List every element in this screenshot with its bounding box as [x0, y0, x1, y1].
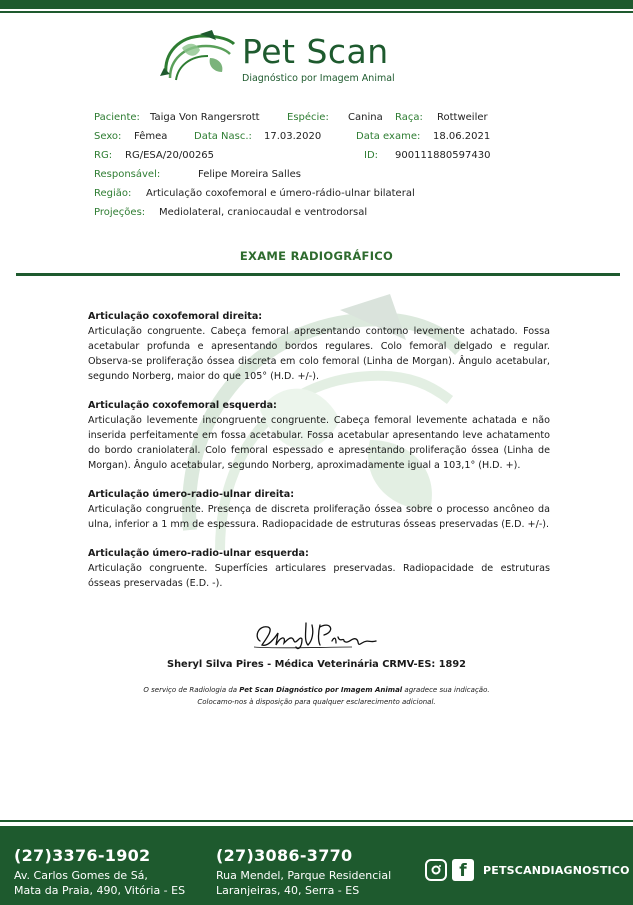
- info-row: [94, 165, 534, 184]
- section-text: Articulação congruente. Presença de discreta proliferação óssea sobre o processo ancôneo da ulna, inferior a 1 mm de espessura. Radiopacidade de estruturas ósseas preservadas (E.D. +/-).: [88, 504, 550, 530]
- footer: [0, 826, 633, 905]
- section-text: Articulação levemente incongruente congruente. Cabeça femoral levemente achatada e não inserida perfeitamente em fossa acetabular. Fossa acetabular apresentando leve achatamento do bordo craniolateral. Colo femoral espessado e apresentando proliferação óssea (Linha de Morgan). Ângulo acetabular, segundo Norberg, aproximadamente igual a 103,1° (H.D. +).: [88, 415, 550, 471]
- report-section: [88, 487, 550, 532]
- report-section: [88, 309, 550, 384]
- id-value: 900111880597430: [395, 150, 491, 161]
- footer-line: [0, 820, 633, 822]
- section-title: Articulação coxofemoral direita:: [88, 311, 263, 322]
- responsavel-value: Felipe Moreira Salles: [198, 169, 301, 180]
- thanks-note: [0, 684, 633, 708]
- brand-tagline: Diagnóstico por Imagem Animal: [242, 73, 395, 84]
- rg-value: RG/ESA/20/00265: [125, 150, 215, 161]
- top-bar: [0, 0, 633, 9]
- exame-value: 18.06.2021: [433, 131, 491, 142]
- nasc-value: 17.03.2020: [264, 131, 322, 142]
- report-body: [88, 309, 550, 605]
- signer-name: Sheryl Silva Pires - Médica Veterinária CRMV-ES: 1892: [167, 659, 466, 670]
- info-row: [94, 127, 534, 146]
- section-title: Articulação coxofemoral esquerda:: [88, 400, 277, 411]
- nasc-label: Data Nasc.:: [194, 131, 252, 142]
- regiao-label: Região:: [94, 188, 132, 199]
- top-line: [0, 11, 633, 13]
- info-row: [94, 146, 534, 165]
- paciente-label: Paciente:: [94, 112, 140, 123]
- address-serra: Rua Mendel, Parque Residencial Laranjeiras, 40, Serra - ES: [216, 869, 392, 897]
- info-row: [94, 184, 534, 203]
- note-line-1: O serviço de Radiologia da Pet Scan Diagnóstico por Imagem Animal agradece sua indicação.: [143, 686, 490, 694]
- report-section: [88, 546, 550, 591]
- regiao-value: Articulação coxofemoral e úmero-rádio-ulnar bilateral: [146, 188, 415, 199]
- info-row: [94, 203, 534, 222]
- projecoes-value: Mediolateral, craniocaudal e ventrodorsal: [159, 207, 368, 218]
- rg-label: RG:: [94, 150, 113, 161]
- info-row: [94, 108, 534, 127]
- divider: [16, 273, 620, 276]
- raca-value: Rottweiler: [437, 112, 488, 123]
- pet-scan-logo-icon: [160, 28, 238, 84]
- phone-vitoria: (27)3376-1902: [14, 846, 151, 865]
- patient-info: [94, 108, 534, 222]
- sexo-label: Sexo:: [94, 131, 122, 142]
- instagram-icon[interactable]: [425, 859, 447, 881]
- brand-name: Pet Scan: [242, 32, 389, 71]
- social-links: [425, 859, 630, 881]
- responsavel-label: Responsável:: [94, 169, 161, 180]
- sexo-value: Fêmea: [134, 131, 168, 142]
- exame-label: Data exame:: [356, 131, 421, 142]
- projecoes-label: Projeções:: [94, 207, 146, 218]
- section-text: Articulação congruente. Cabeça femoral apresentando contorno levemente achatado. Fossa acetabular profunda e apresentando bordos regulares. Colo femoral delgado e regular. Observa-se proliferação óssea discreta em colo femoral (Linha de Morgan). Ângulo acetabular, segundo Norberg, maior do que 105° (H.D. +/-).: [88, 326, 550, 382]
- phone-serra: (27)3086-3770: [216, 846, 353, 865]
- facebook-icon[interactable]: f: [452, 859, 474, 881]
- section-title: Articulação úmero-radio-ulnar direita:: [88, 489, 295, 500]
- especie-label: Espécie:: [287, 112, 329, 123]
- raca-label: Raça:: [395, 112, 423, 123]
- social-handle[interactable]: PETSCANDIAGNOSTICO: [483, 863, 630, 877]
- handwritten-signature: [252, 617, 382, 651]
- logo: [160, 28, 420, 90]
- address-vitoria: Av. Carlos Gomes de Sá, Mata da Praia, 490, Vitória - ES: [14, 869, 186, 897]
- paciente-value: Taiga Von Rangersrott: [150, 112, 260, 123]
- section-title: Articulação úmero-radio-ulnar esquerda:: [88, 548, 309, 559]
- report-section: [88, 398, 550, 473]
- id-label: ID:: [364, 150, 379, 161]
- note-line-2: Colocamo-nos à disposição para qualquer esclarecimento adicional.: [197, 698, 436, 706]
- exam-title: EXAME RADIOGRÁFICO: [239, 249, 394, 263]
- especie-value: Canina: [348, 112, 383, 123]
- section-text: Articulação congruente. Superfícies articulares preservadas. Radiopacidade de estruturas ósseas preservadas (E.D. -).: [88, 563, 550, 589]
